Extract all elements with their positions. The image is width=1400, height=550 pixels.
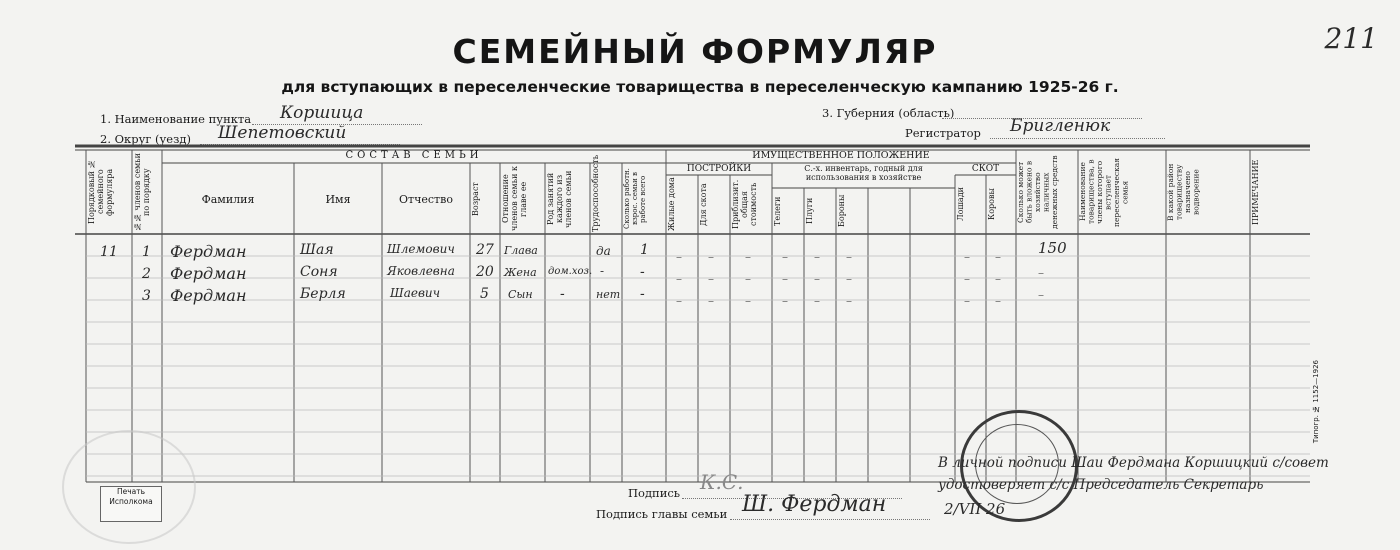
col-cattle: Для скота xyxy=(699,183,708,226)
certification-date: 2/VII 26 xyxy=(944,500,1006,518)
col-partnership: Наименование товарищества, в члены которого вступает переселенческая семья xyxy=(1078,157,1130,227)
col-occupation: Род занятий каждого из членов семьи xyxy=(546,170,573,228)
property-dashes: – – – xyxy=(676,250,682,308)
row3-member[interactable]: 3 xyxy=(142,288,151,304)
subtitle: для вступающих в переселенческие товарищества в переселенческую кампанию 1925-26 г. xyxy=(281,78,1119,96)
col-member: №№ членов семьи по порядку xyxy=(133,153,151,231)
group-property: ИМУЩЕСТВЕННОЕ ПОЛОЖЕНИЕ xyxy=(752,150,930,161)
col-horses: Лошади xyxy=(956,187,965,222)
row1-member[interactable]: 1 xyxy=(142,244,151,260)
row1-surname[interactable]: Фердман xyxy=(170,242,247,261)
row2-relation[interactable]: Жена xyxy=(504,266,537,279)
province-label: 3. Губерния (область) xyxy=(822,106,955,120)
row1-name[interactable]: Шая xyxy=(300,242,334,258)
property-dashes: – – – xyxy=(995,250,1001,308)
district-value[interactable]: Шепетовский xyxy=(218,123,347,143)
col-surname: Фамилия xyxy=(201,193,255,206)
group-buildings: ПОСТРОЙКИ xyxy=(686,164,752,174)
row1-patronymic[interactable]: Шлемович xyxy=(387,242,455,256)
head-signature-label: Подпись главы семьи xyxy=(596,507,728,521)
group-inventory: С.-х. инвентарь, годный для использования в хозяйстве xyxy=(804,164,923,182)
row3-occupation[interactable]: - xyxy=(560,286,565,302)
col-ability: Трудоспособность xyxy=(591,154,600,232)
col-workers: Сколько работн. взрос. семьи в работе всего xyxy=(623,168,647,230)
col-age: Возраст xyxy=(471,182,480,216)
col-living: Жилые дома xyxy=(667,177,676,232)
property-dashes: – – – xyxy=(964,250,970,308)
row3-age[interactable]: 5 xyxy=(480,286,489,302)
head-signature-line xyxy=(730,519,930,520)
row3-surname[interactable]: Фердман xyxy=(170,286,247,305)
row1-age[interactable]: 27 xyxy=(476,242,494,258)
row3-name[interactable]: Берля xyxy=(300,286,346,302)
col-relation: Отношение членов семьи к главе ее xyxy=(501,166,528,232)
row1-money[interactable]: 150 xyxy=(1038,239,1067,257)
point-label: 1. Наименование пункта xyxy=(100,112,252,126)
row1-workers[interactable]: 1 xyxy=(640,242,649,258)
col-ploughs: Плуги xyxy=(805,197,814,225)
col-money: Сколько может быть вложено в хозяйство наличных денежных средств xyxy=(1016,155,1059,229)
property-dashes: – – – xyxy=(814,250,820,308)
archive-number: 211 xyxy=(1324,22,1378,55)
row2-age[interactable]: 20 xyxy=(476,264,494,280)
property-dashes: – – – xyxy=(782,250,788,308)
col-name: Имя xyxy=(325,193,351,206)
col-harrows: Бороны xyxy=(837,194,846,228)
group-livestock: СКОТ xyxy=(971,164,1000,174)
row1-ability[interactable]: да xyxy=(596,244,611,258)
row2-member[interactable]: 2 xyxy=(142,266,151,282)
col-region: В какой район товариществу назначено водворение xyxy=(1166,163,1201,221)
property-dashes: – – xyxy=(1038,266,1044,302)
seal-box: Печать Исполкома xyxy=(100,486,162,522)
col-value: Приблизит. общая стоимость xyxy=(731,179,758,230)
point-value[interactable]: Коршица xyxy=(280,103,364,123)
row2-occupation[interactable]: дом.хоз. xyxy=(548,266,593,277)
row2-surname[interactable]: Фердман xyxy=(170,264,247,283)
property-dashes: – – – xyxy=(708,250,714,308)
col-cows: Коровы xyxy=(987,188,996,221)
certification-note: В личной подписи Шаи Фердмана Коршицкий с/совет удостоверяет с/с Председатель Секретарь xyxy=(938,455,1329,493)
col-patronymic: Отчество xyxy=(399,193,453,206)
row3-ability[interactable]: нет xyxy=(596,288,621,301)
row2-ability[interactable]: - xyxy=(600,264,605,278)
registrar-value[interactable]: Бригленюк xyxy=(1010,116,1111,136)
signature-label: Подпись xyxy=(628,486,681,500)
row1-relation[interactable]: Глава xyxy=(504,244,538,257)
row3-patronymic[interactable]: Шаевич xyxy=(390,286,441,300)
row2-workers[interactable]: - xyxy=(640,264,645,280)
row3-relation[interactable]: Сын xyxy=(508,288,533,301)
page-title: СЕМЕЙНЫЙ ФОРМУЛЯР xyxy=(452,32,938,71)
property-dashes: – – – xyxy=(846,250,852,308)
group-family: СОСТАВ СЕМЬИ xyxy=(345,150,483,161)
head-signature[interactable]: Ш. Фердман xyxy=(742,492,887,517)
property-dashes: – – – xyxy=(745,250,751,308)
signature-mark: К.С. xyxy=(700,470,744,494)
row3-workers[interactable]: - xyxy=(640,286,645,302)
row2-patronymic[interactable]: Яковлевна xyxy=(387,264,455,278)
col-seq: Порядковый № семейного формуляра xyxy=(87,159,114,225)
print-mark: Типогр. № 1152—1926 xyxy=(1312,360,1320,444)
col-note: ПРИМЕЧАНИЕ xyxy=(1251,159,1260,225)
district-label: 2. Округ (уезд) xyxy=(100,132,191,146)
col-carts: Телеги xyxy=(773,196,782,226)
row1-seq[interactable]: 11 xyxy=(100,244,118,260)
row2-name[interactable]: Соня xyxy=(300,264,338,280)
registrar-label: Регистратор xyxy=(905,126,981,140)
